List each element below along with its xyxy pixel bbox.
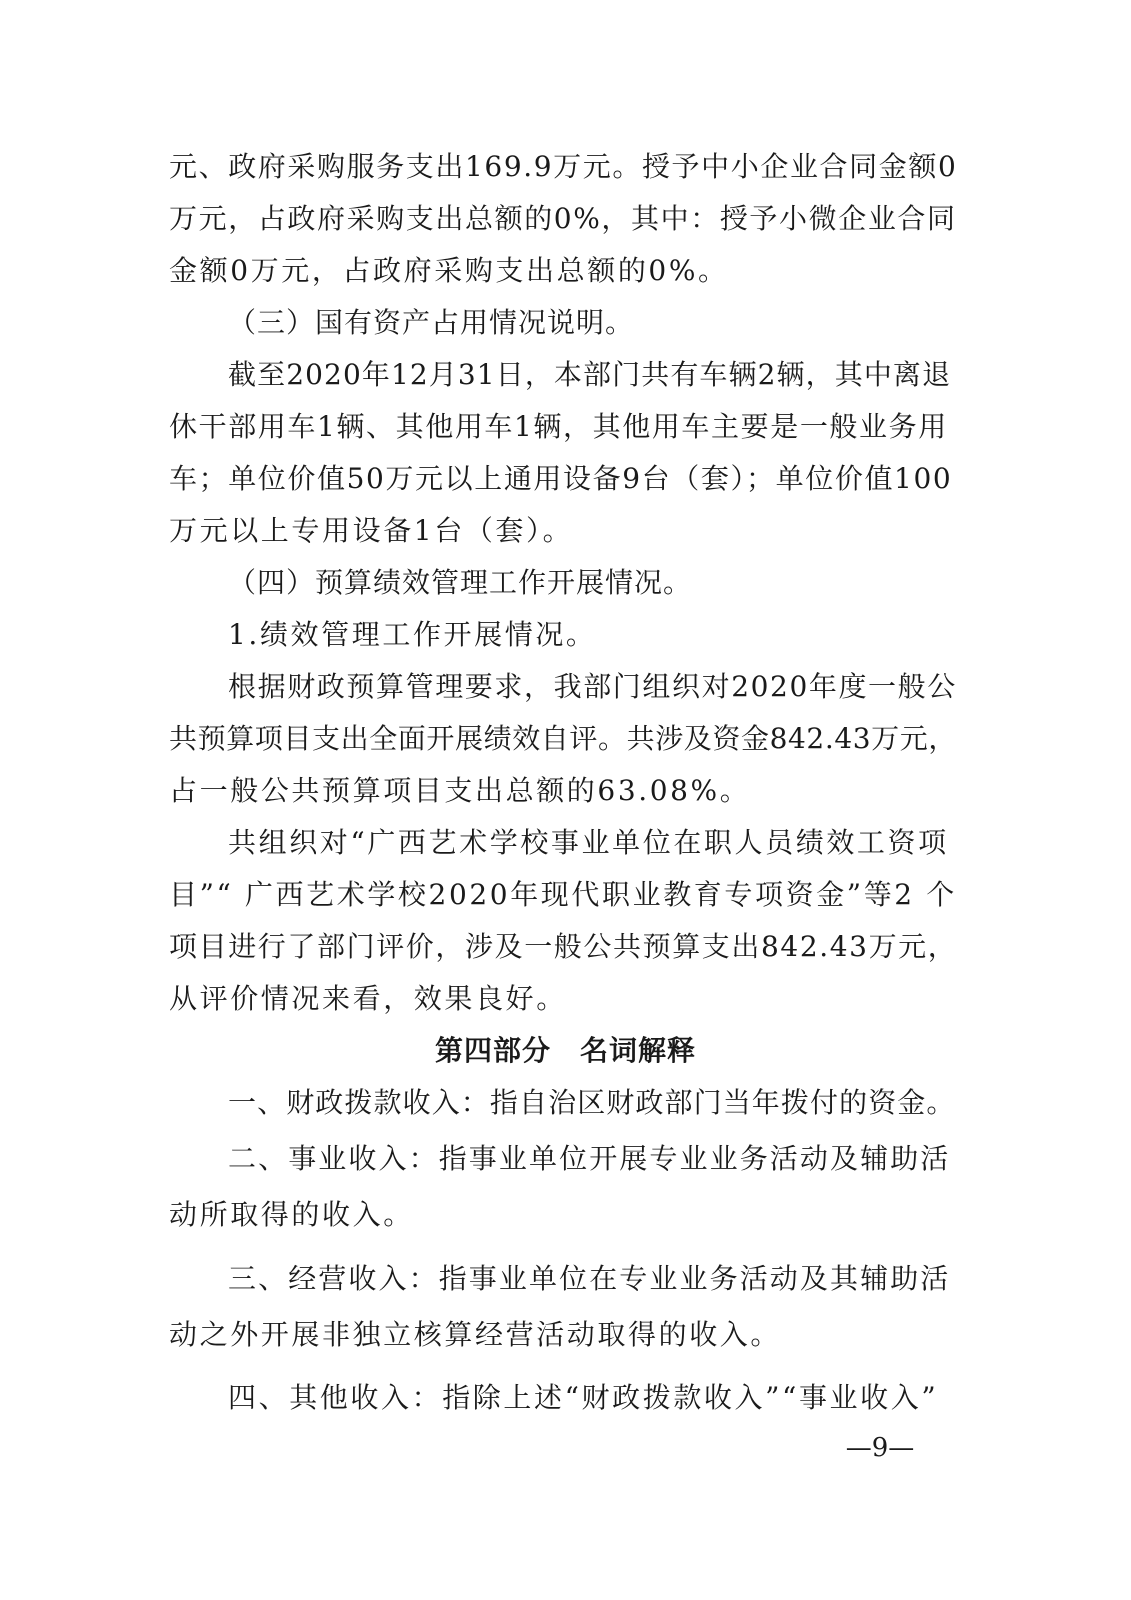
text-line: 一、财政拨款收入：指自治区财政部门当年拨付的资金。 (228, 1086, 956, 1119)
text-line: 动之外开展非独立核算经营活动取得的收入。 (169, 1318, 782, 1351)
text-line: 1.绩效管理工作开展情况。 (228, 618, 597, 651)
text-line: 万元，占政府采购支出总额的0%，其中：授予小微企业合同 (169, 202, 957, 235)
page-number: —9— (845, 1433, 915, 1463)
text-line: 根据财政预算管理要求，我部门组织对2020年度一般公 (228, 670, 957, 703)
subsection-heading: （三）国有资产占用情况说明。 (228, 306, 635, 339)
section-title: 第四部分 名词解释 (434, 1034, 696, 1067)
text-line: 截至2020年12月31日，本部门共有车辆2辆，其中离退 (228, 358, 952, 391)
text-line: 元、政府采购服务支出169.9万元。授予中小企业合同金额0 (169, 150, 958, 183)
text-line: 从评价情况来看，效果良好。 (169, 982, 567, 1015)
text-line: 车；单位价值50万元以上通用设备9台（套）；单位价值100 (169, 462, 953, 495)
text-line: 动所取得的收入。 (169, 1198, 414, 1231)
subsection-heading: （四）预算绩效管理工作开展情况。 (228, 566, 693, 599)
text-line: 休干部用车1辆、其他用车1辆，其他用车主要是一般业务用 (169, 410, 948, 443)
text-line: 目”“ 广西艺术学校2020年现代职业教育专项资金”等2 个 (169, 878, 957, 911)
text-line: 共预算项目支出全面开展绩效自评。共涉及资金842.43万元， (169, 722, 957, 755)
text-line: 三、经营收入：指事业单位在专业业务活动及其辅助活 (228, 1262, 951, 1295)
text-line: 二、事业收入：指事业单位开展专业业务活动及辅助活 (228, 1142, 951, 1175)
text-line: 共组织对“广西艺术学校事业单位在职人员绩效工资项 (228, 826, 949, 859)
text-line: 项目进行了部门评价，涉及一般公共预算支出842.43万元， (169, 930, 958, 963)
text-line: 占一般公共预算项目支出总额的63.08%。 (169, 774, 751, 807)
text-line: 四、其他收入：指除上述“财政拨款收入”“事业收入” (228, 1381, 939, 1414)
text-line: 万元以上专用设备1台（套）。 (169, 514, 574, 547)
text-line: 金额0万元，占政府采购支出总额的0%。 (169, 254, 729, 287)
